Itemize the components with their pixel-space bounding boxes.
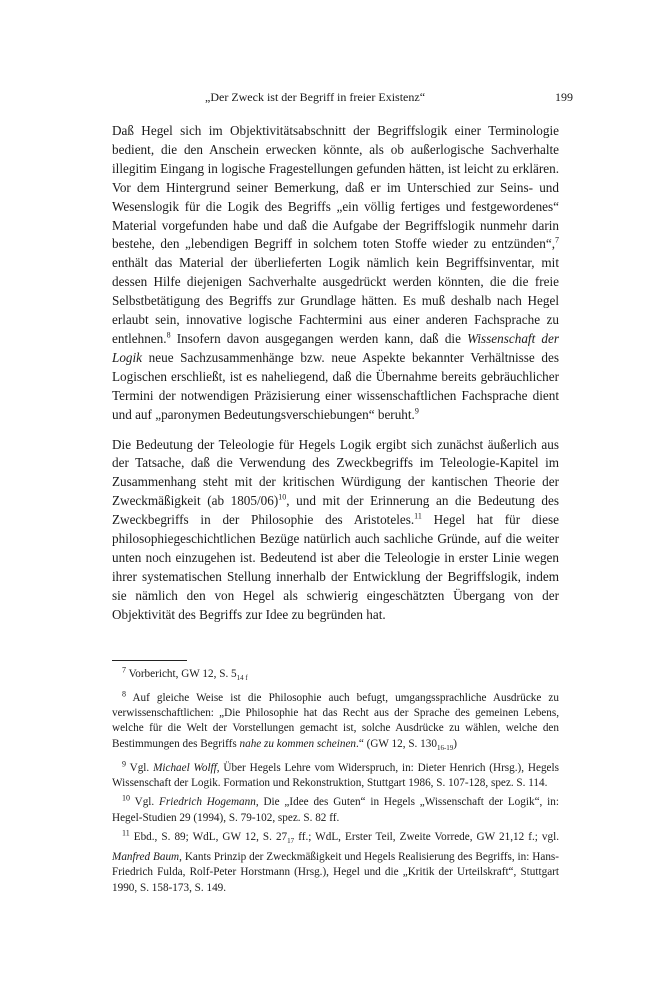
footnote-marker: 7 <box>555 236 559 246</box>
text-run: neue Sachzusammenhänge bzw. neue Aspekte bekannter Verhältnisse des Logischen erschließt, ist es naheliegend, daß die Übernahme bereits gebräuchlicher Termini der notwendigen Präzisierung einer wissenschaftlichen Fachsprache dient und auf „paronymen Bedeutungsverschiebungen“ beruht. <box>112 349 559 422</box>
footnote <box>112 795 559 826</box>
footnote <box>112 758 559 792</box>
text-run: Hegel hat für diese philosophiegeschichtlichen Bezüge natürlich auch sachliche Gründe, auf die weiter unten noch einzugehen ist. Bedeutend ist aber die Teleologie in erster Linie wegen ihrer systematischen Stellung innerhalb der Entwicklung der Begriffslogik, indem sie nämlich den von Hegel als schwierig eingeschätzten Übergang von der Objektivität des Begriffs zur Idee zu begründen hat. <box>112 512 560 622</box>
running-title: „Der Zweck ist der Begriff in freier Existenz“ <box>205 90 426 104</box>
footnote-marker: 11 <box>122 828 130 838</box>
text-run: .“ (GW 12, S. 130 <box>356 737 437 750</box>
text-run: Insofern davon ausgegangen werden kann, daß die <box>170 330 468 346</box>
footnote-marker: 9 <box>122 758 126 768</box>
text-run: enthält das Material der überlieferten Logik nämlich kein Begriffsinventar, mit dessen Hilfe diejenigen Sachverhalte ausgedrückt werden könnten, die die freie Selbstbetätigung des Begriffs zur Grundlage hätten. Es muß deshalb nach Hegel erlaubt sein, innovative logische Fachtermini aus einer anderen Fachsprache zu entlehnen. <box>112 255 559 346</box>
footnote-marker: 7 <box>122 665 126 675</box>
footnote <box>112 830 559 896</box>
footnote-marker: 8 <box>122 688 126 698</box>
line-reference: 16-19 <box>436 744 454 753</box>
text-run: Vgl. <box>126 761 154 774</box>
text-run: Auf gleiche Weise ist die Philosophie auch befugt, umgangssprachliche Ausdrücke zu verwissenschaftlichen: „Die Philosophie hat das Recht aus der Sprache des gemeinen Lebens, welche für die Welt der Vorstellungen gemacht ist, solche Ausdrücke zu wählen, welche den Bestimmungen des Begriffs <box>112 691 559 750</box>
running-head <box>205 90 585 110</box>
text-run: ff.; WdL, Erster Teil, Zweite Vorrede, GW 21,12 f.; vgl. <box>294 831 560 844</box>
text-run: , Über Hegels Lehre vom Widerspruch, in: Dieter Henrich (Hrsg.), Hegels Wissenschaft der Logik. Formation und Rekonstruktion, Stuttgart 1986, S. 107-128, spez. S. 114. <box>112 761 559 789</box>
line-reference: 14 f <box>236 674 248 683</box>
text-run: Vorbericht, GW 12, S. 5 <box>126 668 237 680</box>
italic-text: nahe zu kommen scheinen <box>239 737 357 750</box>
text-run: ) <box>453 737 458 750</box>
footnote <box>112 688 559 757</box>
italic-text: Friedrich Hogemann <box>159 796 256 809</box>
paragraph <box>112 122 559 425</box>
text-run: Die Bedeutung der Teleologie für Hegels Logik ergibt sich zunächst äußerlich aus der Tatsache, daß die Verwendung des Zweckbegriffs im Teleologie-Kapitel im Zusammenhang steht mit der kritischen Würdigung der kantischen Theorie der Zweckmäßigkeit (ab 1805/06) <box>112 436 559 509</box>
line-reference: 17 <box>287 837 295 846</box>
text-run: , und mit der Erinnerung an die Bedeutung des Zweckbegriffs in der Philosophie des Aristoteles. <box>112 493 559 528</box>
paragraph <box>112 436 559 625</box>
footnotes <box>112 667 559 900</box>
text-run: Ebd., S. 89; WdL, GW 12, S. 27 <box>129 831 288 844</box>
footnote-rule <box>112 660 187 661</box>
text-run: , Kants Prinzip der Zweckmäßigkeit und Hegels Realisierung des Begriffs, in: Hans-Friedrich Fulda, Rolf-Peter Horstmann (Hrsg.), Hegel und die „Kritik der Urteilskraft“, Stuttgart 1990, S. 158-173, S. 149. <box>112 850 560 894</box>
footnote-marker: 9 <box>414 406 419 416</box>
footnote-marker: 8 <box>166 330 171 340</box>
italic-text: Wissenschaft der Logik <box>112 330 559 365</box>
footnote-marker: 11 <box>414 511 422 521</box>
footnote-marker: 10 <box>278 492 287 502</box>
footnote <box>112 667 559 687</box>
text-run: Vgl. <box>130 796 160 809</box>
italic-text: Manfred Baum <box>112 850 180 863</box>
page-number: 199 <box>555 90 573 104</box>
text-run: , Die „Idee des Guten“ in Hegels „Wissenschaft der Logik“, in: Hegel-Studien 29 (1994), S. 79-102, spez. S. 82 ff. <box>112 796 559 824</box>
footnote-marker: 10 <box>122 793 130 803</box>
italic-text: Michael Wolff <box>153 761 217 774</box>
text-run: Daß Hegel sich im Objektivitätsabschnitt der Begriffslogik einer Terminologie bedient, die den Anschein erwecken könnte, als ob außerlogische Sachverhalte illegitim Eingang in logische Fragestellungen gefunden hätten, ist leicht zu erklären. Vor dem Hintergrund seiner Bemerkung, daß er im Unterschied zur Seins- und Wesenslogik für die Logik des Begriffs „ein völlig fertiges und festgewordenes“ Material vorgefunden habe und daß die Aufgabe der Begriffslogik nunmehr darin bestehe, den „lebendigen Begriff in solchem toten Stoffe wieder zu entzünden“, <box>112 123 559 252</box>
main-text <box>112 122 559 625</box>
